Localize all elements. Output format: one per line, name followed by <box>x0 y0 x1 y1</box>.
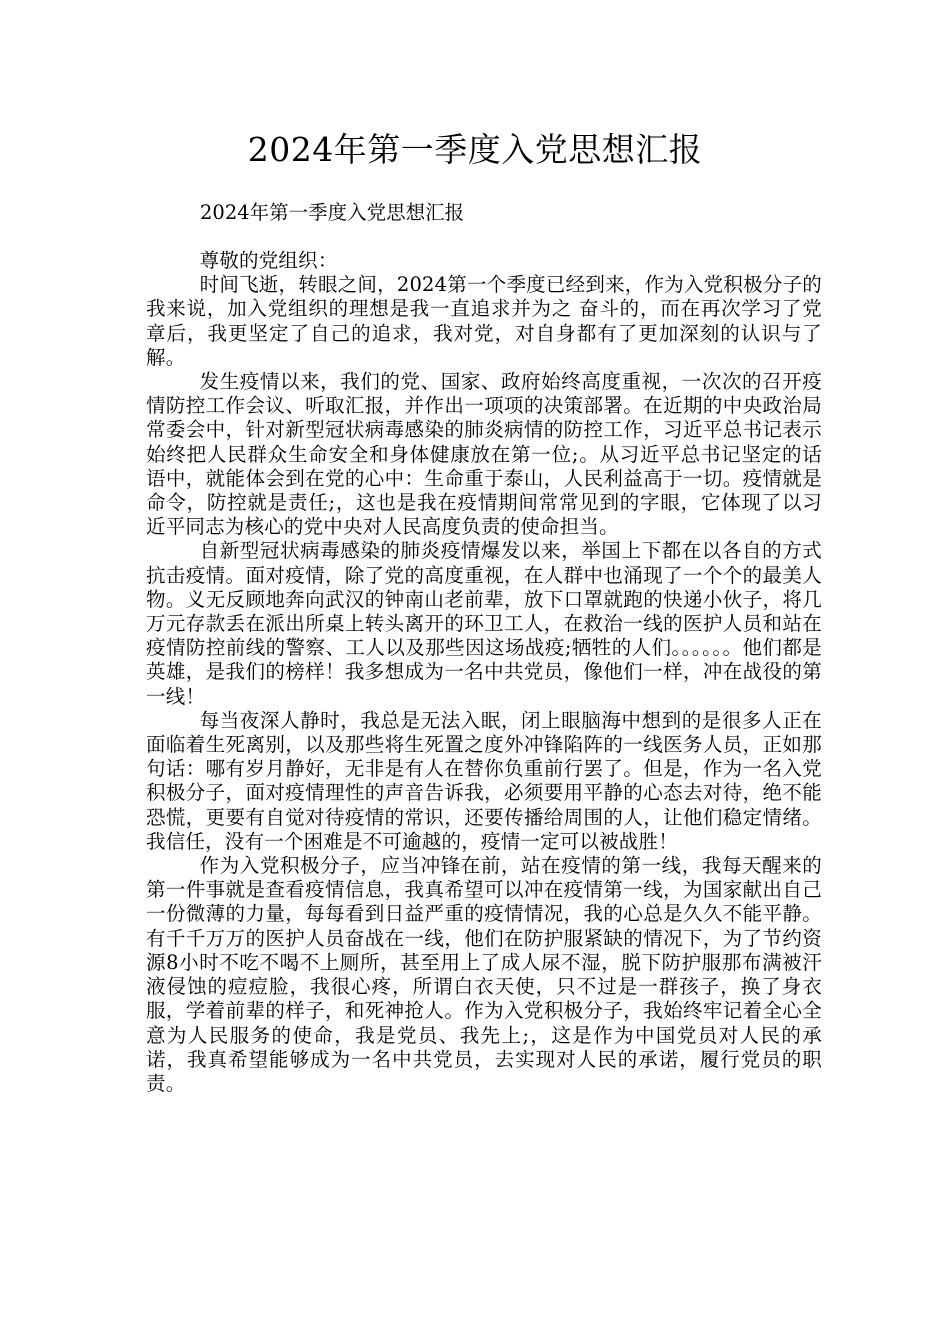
document-title: 2024年第一季度入党思想汇报 <box>247 130 703 169</box>
paragraph-1: 时间飞逝，转眼之间，2024第一个季度已经到来，作为入党积极分子的我来说，加入党组织的理想是我一直追求并为之 奋斗的，而在再次学习了党章后，我更坚定了自己的追求，我对党，对自身都有了更加深刻的认识与了 解。 <box>146 273 822 369</box>
document-body <box>146 249 822 1096</box>
salutation: 尊敬的党组织： <box>199 249 338 272</box>
paragraph-4: 每当夜深人静时，我总是无法入眠，闭上眼脑海中想到的是很多人正在面临着生死离别，以及那些将生死置之度外冲锋陷阵的一线医务人员，正如那句话：哪有岁月静好，无非是有人在替你负重前行罢了。但是，作为一名入党积极分子，面对疫情理性的声音告诉我，必须要用平静的心态去对待，绝不能恐慌，更要有自觉对待疫情的常识，还要传播给周围的人，让他们稳定情绪。我信任，没有一个困难是不可逾越的，疫情一定可以被战胜！ <box>146 708 822 853</box>
paragraph-5: 作为入党积极分子，应当冲锋在前，站在疫情的第一线，我每天醒来的第一件事就是查看疫情信息，我真希望可以冲在疫情第一线，为国家献出自己一份微薄的力量，每每看到日益严重的疫情情况，我的心总是久久不能平静。有千千万万的医护人员奋战在一线，他们在防护服紧缺的情况下，为了节约资源8小时不吃不喝不上厕所，甚至用上了成人尿不湿，脱下防护服那布满被汗液侵蚀的痘痘脸，我很心疼，所谓白衣天使，只不过是一群孩子，换了身衣服，学着前辈的样子，和死神抢人。作为入党积极分子，我始终牢记着全心全意为人民服务的使命，我是党员、我先上;，这是作为中国党员对人民的承诺，我真希望能够成为一名中共党员，去实现对人民的承诺，履行党员的职责。 <box>146 854 822 1095</box>
paragraph-3: 自新型冠状病毒感染的肺炎疫情爆发以来，举国上下都在以各自的方式抗击疫情。面对疫情，除了党的高度重视，在人群中也涌现了一个个的最美人物。义无反顾地奔向武汉的钟南山老前辈，放下口罩就跑的快递小伙子，将几万元存款丢在派出所桌上转头离开的环卫工人，在救治一线的医护人员和站在疫情防控前线的警察、工人以及那些因这场战疫;牺牲的人们。。。。。。他们都是英雄，是我们的榜样！我多想成为一名中共党员，像他们一样，冲在战役的第一线！ <box>146 539 822 708</box>
paragraph-2: 发生疫情以来，我们的党、国家、政府始终高度重视，一次次的召开疫情防控工作会议、听取汇报，并作出一项项的决策部署。在近期的中央政治局常委会中，针对新型冠状病毒感染的肺炎病情的防控工作，习近平总书记表示始终把人民群众生命安全和身体健康放在第一位;。从习近平总书记坚定的话语中，就能体会到在党的心中：生命重于泰山，人民利益高于一切。疫情就是命令，防控就是责任;，这也是我在疫情期间常常见到的字眼，它体现了以习近平同志为核心的党中央对人民高度负责的使命担当。 <box>146 370 822 539</box>
document-subtitle: 2024年第一季度入党思想汇报 <box>200 201 465 224</box>
